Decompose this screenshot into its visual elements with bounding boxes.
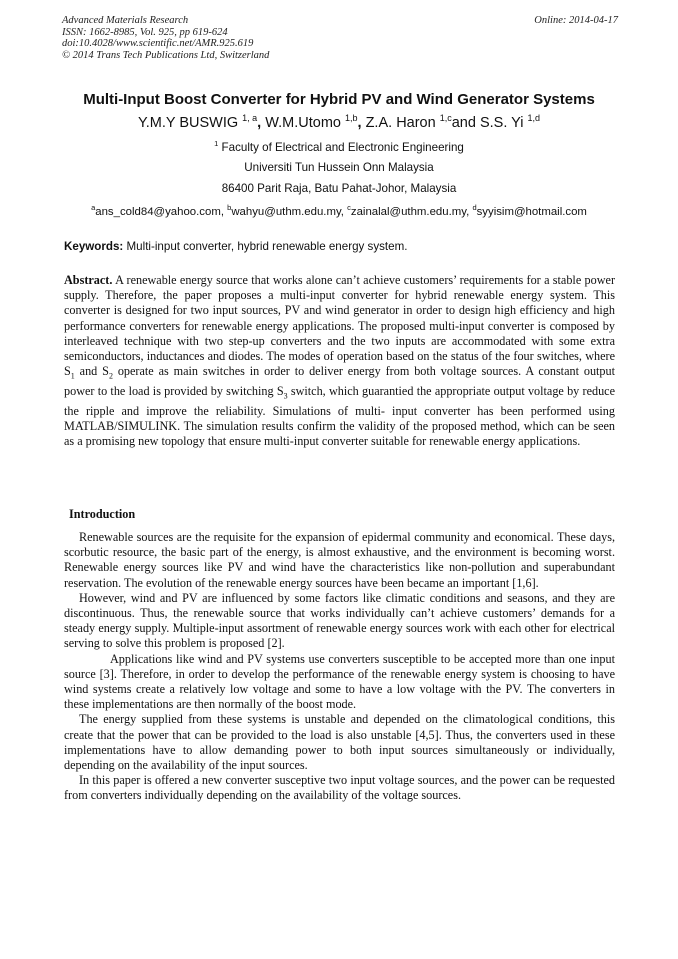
author-separator-and: and [451, 114, 476, 131]
author-list [20, 113, 658, 131]
abstract-label: Abstract. [64, 273, 113, 287]
email-address: zainalal@uthm.edu.my, [350, 205, 470, 218]
affiliation-faculty: Faculty of Electrical and Electronic Engineering [221, 140, 464, 154]
email-address: ans_cold84@yahoo.com, [95, 205, 224, 218]
intro-paragraph: Renewable sources are the requisite for the expansion of epidermal community and economical. These days, scorbutic resource, the basic part of the energy, is almost exhaustive, and the environment is becoming worst. Renewable energy sources like PV and wind have the characteristics like non-pollution and superabundant reservation. The evolution of the renewable energy sources have been became an important [1,6]. [64, 530, 615, 590]
abstract-text: operate as main switches in order to deliver energy from both voltage sources. A constant output power to the load is provided by switching S [64, 364, 615, 398]
intro-paragraph: Applications like wind and PV systems use converters susceptible to be accepted more than one input source [3]. Therefore, in order to develop the performance of the renewable energy system is choosing to have wind systems create a relatively low voltage and some to have a low voltage with the PV. The converters in these implementations are then normally of the boost mode. [64, 651, 615, 712]
author-separator: , [357, 114, 362, 131]
author-affiliation-mark: 1,d [527, 113, 541, 123]
journal-name: Advanced Materials Research [62, 15, 189, 26]
email-mark: a [91, 203, 96, 212]
keywords-line [64, 240, 620, 253]
author-name: Z.A. Haron [365, 114, 436, 131]
paper-title: Multi-Input Boost Converter for Hybrid PV and Wind Generator Systems [83, 91, 595, 108]
affiliation-address: 86400 Parit Raja, Batu Pahat-Johor, Malaysia [221, 182, 457, 195]
author-name: S.S. Yi [479, 114, 524, 131]
author-affiliation-mark: 1, a [242, 113, 258, 123]
abstract-text: A renewable energy source that works alone can’t achieve customers’ requirements for a stable power supply. Therefore, the paper proposes a multi-input converter for hybrid renewable energy system. This converter is designed for two input sources, PV and wind generator in order to design high efficiency and high performance converters for renewable energy applications. The proposed multi-input converter is composed by interleaved technique with two step-up converters and the two inputs are accommodated with some extra semiconductors, inductances and diodes. The modes of operation based on the status of the four switches, where S [64, 273, 616, 379]
author-name: Y.M.Y BUSWIG [137, 114, 239, 131]
author-emails [20, 203, 658, 218]
affiliation-mark: 1 [214, 139, 219, 148]
subscript: 3 [283, 391, 288, 401]
email-mark: b [227, 203, 232, 212]
abstract-text: and S [79, 364, 109, 379]
email-mark: d [472, 203, 477, 212]
affiliation-university: Universiti Tun Hussein Onn Malaysia [244, 161, 434, 174]
section-heading-introduction: Introduction [69, 507, 136, 521]
keywords-label: Keywords: [64, 240, 124, 253]
email-mark: c [347, 203, 351, 212]
author-affiliation-mark: 1,c [439, 113, 452, 123]
subscript: 2 [108, 371, 113, 381]
introduction-body [64, 530, 615, 804]
online-date: Online: 2014-04-17 [534, 15, 618, 26]
keywords-text: Multi-input converter, hybrid renewable energy system. [126, 240, 408, 253]
intro-paragraph: However, wind and PV are influenced by some factors like climatic conditions and seasons, and they are discontinuous. Thus, the renewable source that works individually can’t achieve customers’ demands for a steady energy supply. Multiple-input assortment of renewable energy sources work with each other for electrical serving to solve this problem is proposed [2]. [64, 590, 615, 651]
author-name: W.M.Utomo [265, 114, 341, 131]
journal-doi: doi:10.4028/www.scientific.net/AMR.925.619 [62, 38, 254, 49]
intro-paragraph: The energy supplied from these systems is unstable and depended on the climatological conditions, this create that the power that can be provided to the load is also unstable [4,5]. Thus, the converters used in these implementations have to allow demanding power to both input sources simultaneously or individually, depending on the availability of the input sources. [64, 712, 615, 773]
email-address: syyisim@hotmail.com [476, 205, 587, 218]
email-address: wahyu@uthm.edu.my, [231, 205, 344, 218]
abstract-paragraph [64, 273, 615, 449]
subscript: 1 [70, 371, 75, 381]
abstract-text: switch, which guarantied the appropriate output voltage by reduce the ripple and improve the reliability. Simulations of multi- input converter has been performed using MATLAB/SIMULINK. The simulation results confirm the validity of the proposed method, which can be seen as a promising new topology that ensure multi-input converter suitable for renewable energy applications. [64, 383, 615, 448]
affiliation-line-1 [20, 139, 658, 154]
journal-issn: ISSN: 1662-8985, Vol. 925, pp 619-624 [62, 26, 228, 38]
author-affiliation-mark: 1,b [345, 113, 358, 123]
intro-paragraph: In this paper is offered a new converter susceptive two input voltage sources, and the power can be requested from converters individually depending on the availability of the voltage sources. [64, 773, 615, 803]
author-separator: , [257, 114, 262, 131]
journal-copyright: © 2014 Trans Tech Publications Ltd, Switzerland [62, 49, 270, 61]
journal-header [62, 15, 618, 61]
